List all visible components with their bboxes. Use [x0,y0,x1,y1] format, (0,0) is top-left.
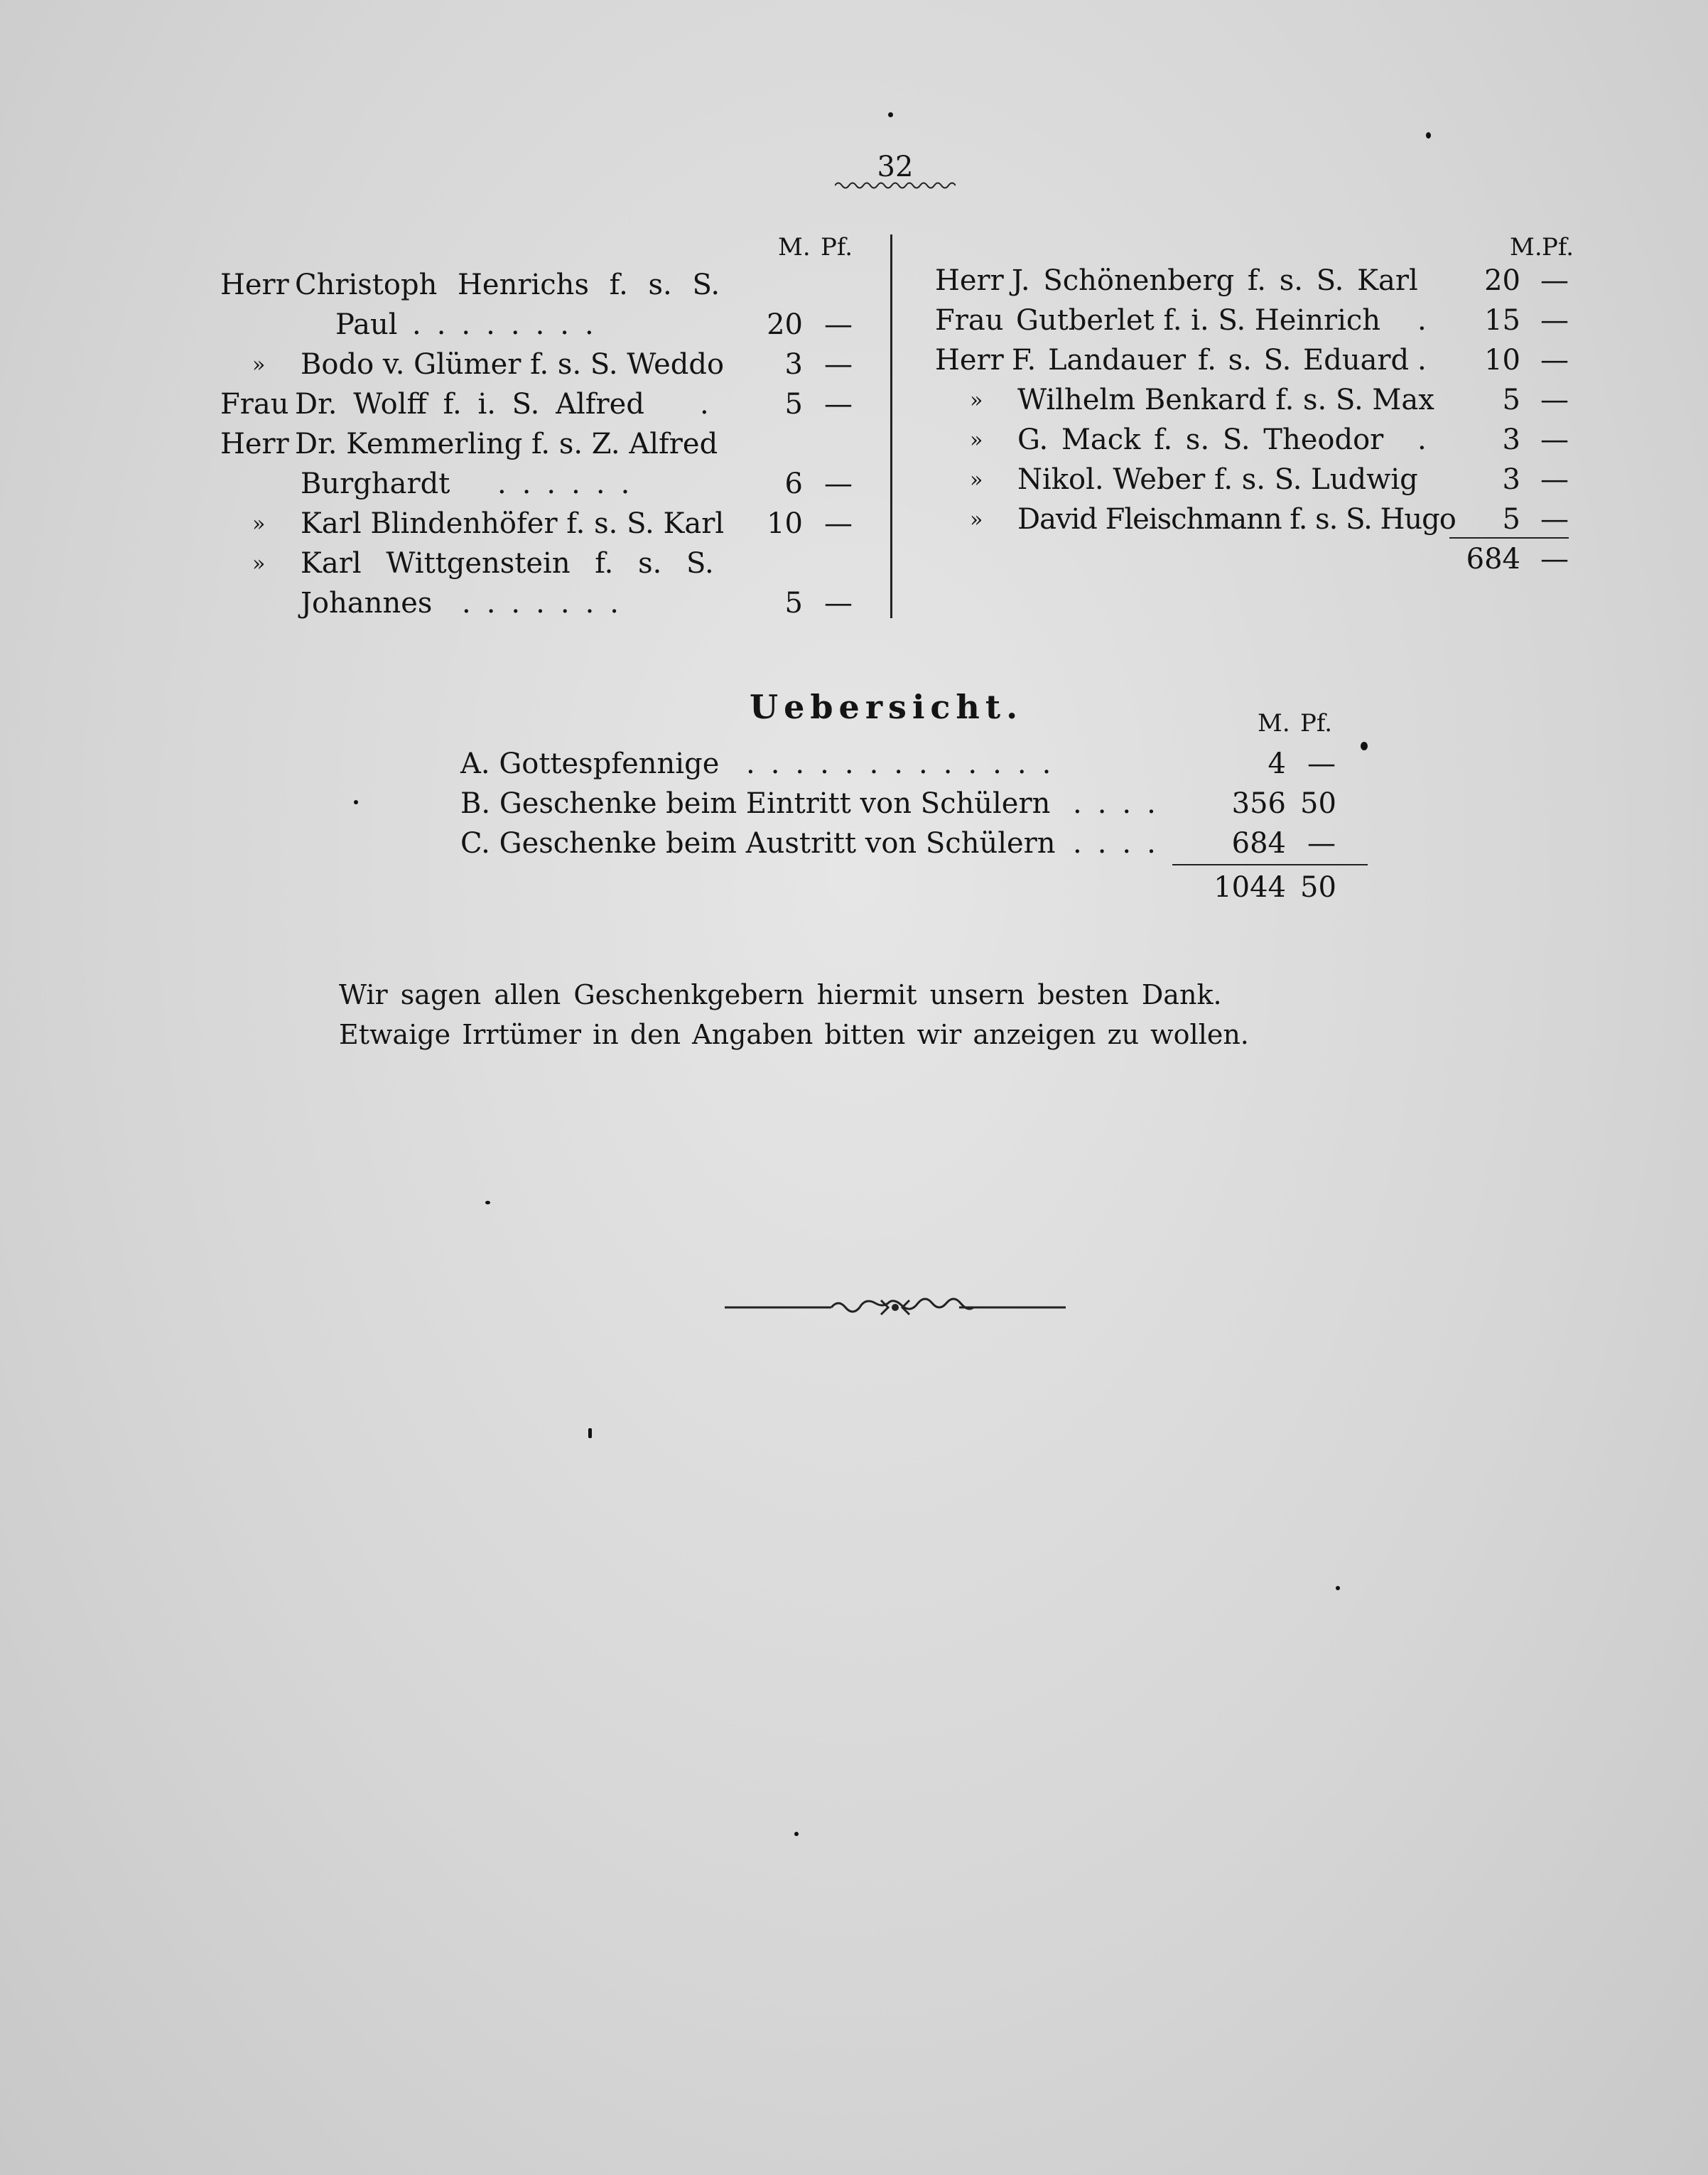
leader-dots: ...... [497,468,646,500]
summary-label: A. Gottespfennige [460,748,720,780]
leader-dots: ........ [412,308,610,341]
summary-label: B. Geschenke beim Eintritt von Schülern [460,787,1051,820]
right-entry-m: 3 [1502,463,1520,496]
page-number: 32 [877,151,914,183]
left-entry-pf: — [824,587,853,620]
summary-heading: Uebersicht. [750,688,1024,726]
leader-dots: ............. [746,748,1067,780]
right-header-pf: Pf. [1542,233,1574,261]
left-entry-pf: — [824,308,853,341]
leader-dots: . [1417,423,1427,456]
left-entry-m: 20 [767,308,803,341]
summary-m: 684 [1231,827,1286,860]
left-entry-cont: Paul [335,308,398,341]
left-entry-cont: Johannes [301,587,433,620]
left-entry-pf: — [824,348,853,381]
summary-label: C. Geschenke beim Austritt von Schülern [460,827,1056,860]
left-entry-title: Frau [220,388,289,421]
right-entry-m: 15 [1484,304,1520,337]
ditto-mark: » [252,512,266,536]
left-entry-m: 5 [784,587,803,620]
right-total-pf: — [1540,543,1569,576]
ink-speck [588,1428,592,1438]
right-entry-title: Frau [935,304,1004,337]
leader-dots: ....... [462,587,635,620]
right-total-m: 684 [1466,543,1520,576]
summary-pf: — [1307,827,1336,860]
column-divider [890,234,892,618]
summary-pf: 50 [1300,787,1336,820]
ditto-mark: » [970,428,983,453]
right-entry-m: 10 [1484,344,1520,377]
leader-dots: . [700,388,709,421]
right-entry-pf: — [1540,304,1569,337]
left-entry-name: Christoph Henrichs f. s. S. [295,269,720,301]
right-entry-name: David Fleischmann f. s. S. Hugo [1017,503,1456,536]
left-entry-title: Herr [220,428,289,460]
ink-speck [888,112,893,117]
right-entry-name: F. Landauer f. s. S. Eduard [1012,344,1410,377]
right-entry-pf: — [1540,503,1569,536]
summary-total-pf: 50 [1300,871,1336,904]
right-entry-pf: — [1540,264,1569,297]
leader-dots: . [1417,344,1427,377]
left-entry-cont: Burghardt [301,468,450,500]
ink-speck [1426,132,1431,139]
left-entry-name: Karl Blindenhöfer f. s. S. Karl [301,507,725,540]
left-entry-name: Dr. Wolff f. i. S. Alfred [295,388,644,421]
leader-dots: .... [1073,787,1172,820]
right-entry-m: 5 [1502,384,1520,416]
right-entry-pf: — [1540,463,1569,496]
ditto-mark: » [252,551,266,576]
left-header-pf: Pf. [821,233,853,261]
right-entry-name: J. Schönenberg f. s. S. Karl [1012,264,1418,297]
sum-rule [1172,864,1368,865]
right-entry-m: 5 [1502,503,1520,536]
left-entry-m: 6 [784,468,803,500]
left-entry-name: Dr. Kemmerling f. s. Z. Alfred [295,428,718,460]
summary-pf: — [1307,748,1336,780]
right-entry-m: 20 [1484,264,1520,297]
left-entry-title: Herr [220,269,289,301]
right-entry-pf: — [1540,423,1569,456]
ink-speck [485,1201,490,1204]
summary-header-pf: Pf. [1300,709,1333,738]
summary-m: 356 [1231,787,1286,820]
right-entry-pf: — [1540,344,1569,377]
right-entry-name: G. Mack f. s. S. Theodor [1017,423,1384,456]
summary-header-m: M. [1258,709,1290,738]
ditto-mark: » [252,352,266,377]
left-entry-m: 10 [767,507,803,540]
page-number-ornament [835,180,956,190]
left-entry-pf: — [824,388,853,421]
left-entry-name: Karl Wittgenstein f. s. S. [301,547,714,580]
sum-rule [1449,537,1569,539]
ink-speck [1361,742,1368,750]
decorative-ornament [725,1293,1066,1322]
left-header-m: M. [778,233,811,261]
summary-m: 4 [1268,748,1286,780]
ink-speck [354,800,358,804]
ditto-mark: » [970,507,983,532]
right-entry-title: Herr [935,344,1004,377]
left-entry-pf: — [824,507,853,540]
ditto-mark: » [970,388,983,413]
ditto-mark: » [970,468,983,492]
thanks-line-1: Wir sagen allen Geschenkgebern hiermit unsern besten Dank. [339,979,1222,1010]
right-entry-name: Gutberlet f. i. S. Heinrich [1016,304,1381,337]
left-entry-pf: — [824,468,853,500]
ink-speck [1336,1586,1340,1590]
right-entry-m: 3 [1502,423,1520,456]
left-entry-m: 3 [784,348,803,381]
right-entry-title: Herr [935,264,1004,297]
leader-dots: . [1417,304,1427,337]
right-entry-pf: — [1540,384,1569,416]
leader-dots: .... [1073,827,1172,860]
right-header-m: M. [1510,233,1542,261]
summary-total-m: 1044 [1214,871,1286,904]
right-entry-name: Wilhelm Benkard f. s. S. Max [1017,384,1434,416]
right-entry-name: Nikol. Weber f. s. S. Ludwig [1017,463,1418,496]
left-entry-m: 5 [784,388,803,421]
left-entry-name: Bodo v. Glümer f. s. S. Weddo [301,348,725,381]
thanks-line-2: Etwaige Irrtümer in den Angaben bitten wir anzeigen zu wollen. [339,1019,1249,1050]
ink-speck [794,1832,799,1836]
